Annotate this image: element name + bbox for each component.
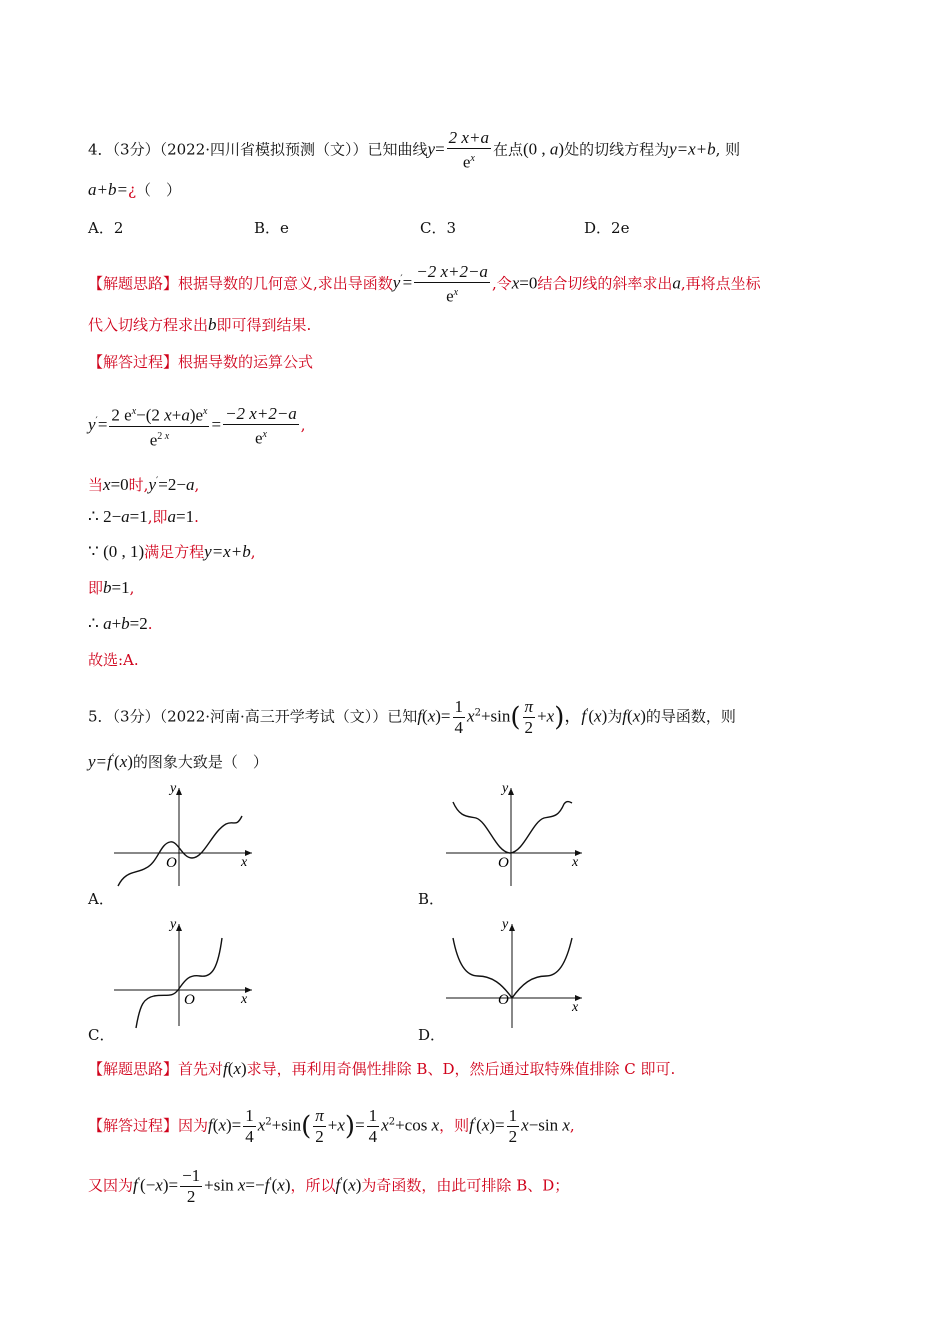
- q4-step5: ∴ a+b=2.: [88, 614, 153, 633]
- q5-graph-d[interactable]: [440, 914, 590, 1032]
- q5-stem: 5．（3分）（2022·河南·高三开学考试（文））已知f(x)= $\frac{1}{4}$ $x^2+\sin$( $\frac{\pi}{2}$ +x)，f′(x)为f(x)的导函数，则: [88, 697, 736, 737]
- q5-option-c-label[interactable]: C．: [88, 1026, 115, 1044]
- q4-answer-bracket: （ ）: [136, 181, 182, 199]
- q5-process-label: 【解答过程】: [88, 1116, 179, 1135]
- q4-step-satisfy: 满足方程: [144, 543, 205, 561]
- q4-step1: 当x=0时,y′=2−a,: [88, 475, 200, 494]
- q4-hint-text3: 结合切线的斜率求出: [537, 274, 673, 293]
- q4-process: [88, 352, 313, 372]
- q5-hint: 【解题思路】首先对f(x)求导，再利用奇偶性排除 B、D，然后通过取特殊值排除 C 即可.: [88, 1059, 676, 1078]
- q5-graph-a[interactable]: [108, 778, 258, 890]
- q5-option-d-label[interactable]: D．: [418, 1026, 446, 1044]
- q4-derivative-formula: y′= $\frac{2 e^x-(2 x+a)e^x}{e^{2 x}}$ = $\frac{-2 x+2-a}{e^x}$ ,: [88, 403, 306, 450]
- q4-step-ji: 即: [152, 508, 168, 526]
- q5-last-text3: 为奇函数，由此可排除 B、D；: [361, 1176, 570, 1195]
- q5-b-x-label: x: [572, 855, 579, 870]
- q4-step-when: 当: [88, 476, 104, 494]
- q4-answer: 故选:A.: [88, 651, 139, 669]
- q5-stem-text2: 为: [607, 707, 623, 726]
- q5-last-text: 又因为: [88, 1176, 134, 1195]
- q4-curve-fraction: $\frac{2 x+a}{e^x}$: [448, 128, 489, 172]
- q4-hint: 【解题思路】根据导数的几何意义,求出导函数y′= $\frac{-2 x+2-a}{e^x}$ ,令x=0结合切线的斜率求出a,再将点坐标: [88, 262, 761, 306]
- q4-hint-text: 根据导数的几何意义,求出导函数: [178, 274, 393, 293]
- q4-hint-text4: ,再将点坐标: [680, 274, 761, 293]
- q5-hint-label: 【解题思路】: [88, 1060, 179, 1078]
- q5-hint-text2: 求导，再利用奇偶性排除 B、D，然后通过取特殊值排除 C 即可.: [246, 1060, 676, 1078]
- q4-hint-label: 【解题思路】: [88, 274, 179, 293]
- q5-c-y-label: y: [170, 917, 177, 932]
- q5-a-y-label: y: [170, 781, 177, 796]
- q5-process-text2: ，则: [439, 1116, 470, 1135]
- q4-stem-line2: a+b=¿（ ）: [88, 180, 182, 199]
- q4-process-text: 根据导数的运算公式: [178, 353, 314, 371]
- q4-step-time: 时,: [128, 476, 149, 494]
- q5-last-line: 又因为f′(−x)= $\frac{-1}{2}$ +sin x=−f′(x)，所以f′(x)为奇函数，由此可排除 B、D；: [88, 1166, 570, 1206]
- q4-stem-text3: 处的切线方程为: [564, 140, 670, 159]
- q5-stem-text3: 的导函数，则: [645, 707, 736, 726]
- q5-d-origin-label: O: [498, 992, 509, 1008]
- q4-hint-text2: ,令: [491, 274, 512, 293]
- q4-step2: ∴ 2−a=1,即a=1.: [88, 507, 199, 526]
- q5-hint-text: 首先对: [178, 1060, 224, 1078]
- q5-b-y-label: y: [502, 781, 509, 796]
- q4-step3: ∵ (0 , 1)满足方程y=x+b,: [88, 542, 256, 561]
- q4-step4: 即b=1,: [88, 578, 135, 597]
- q5-b-origin-label: O: [498, 855, 509, 871]
- q4-step-ji-2: 即: [88, 579, 104, 597]
- q4-hint-line2: 代入切线方程求出b即可得到结果.: [88, 315, 312, 334]
- q5-stem-text: 5．（3分）（2022·河南·高三开学考试（文））已知: [88, 707, 418, 726]
- q5-option-b-label[interactable]: B．: [418, 890, 445, 908]
- q5-c-origin-label: O: [184, 992, 195, 1008]
- q5-process-text: 因为: [178, 1116, 209, 1135]
- q5-stem-line2-text: 的图象大致是（ ）: [132, 753, 268, 771]
- q4-option-a[interactable]: A．2: [88, 219, 124, 237]
- q4-option-b[interactable]: B．e: [254, 219, 289, 237]
- q5-c-x-label: x: [241, 992, 248, 1007]
- q5-a-x-label: x: [241, 855, 248, 870]
- q5-d-y-label: y: [502, 917, 509, 932]
- q5-graph-c[interactable]: [108, 914, 258, 1032]
- q5-d-x-label: x: [572, 1000, 579, 1015]
- q4-option-c[interactable]: C．3: [420, 219, 457, 237]
- q4-stem: 4．（3分）（2022·四川省模拟预测（文））已知曲线y= $\frac{2 x+a}{e^x}$ 在点(0 , a)处的切线方程为y=x+b, 则: [88, 128, 741, 172]
- q4-stem-text2: 在点: [492, 140, 523, 159]
- q5-process: 【解答过程】因为f(x)= $\frac{1}{4}$ $x^2+\sin$( $\frac{\pi}{2}$ +x)= $\frac{1}{4}$ $x^2+\cos$ x，则f′(x)= $\frac{1}{2}$ x−sin x,: [88, 1106, 575, 1146]
- q5-graph-b[interactable]: [440, 778, 590, 890]
- q4-option-d[interactable]: D．2e: [584, 219, 630, 237]
- q4-process-label: 【解答过程】: [88, 353, 179, 371]
- q5-stem-line2: y=f′(x)的图象大致是（ ）: [88, 752, 268, 771]
- q5-option-a-label[interactable]: A．: [88, 890, 114, 908]
- q4-hint-line2-a: 代入切线方程求出: [88, 316, 209, 334]
- q4-stem-text: 4．（3分）（2022·四川省模拟预测（文））已知曲线: [88, 140, 428, 159]
- q4-stem-text4: , 则: [715, 140, 741, 159]
- q4-hint-line2-b: 即可得到结果.: [216, 316, 312, 334]
- q5-a-origin-label: O: [166, 855, 177, 871]
- q5-last-text2: ，所以: [290, 1176, 336, 1195]
